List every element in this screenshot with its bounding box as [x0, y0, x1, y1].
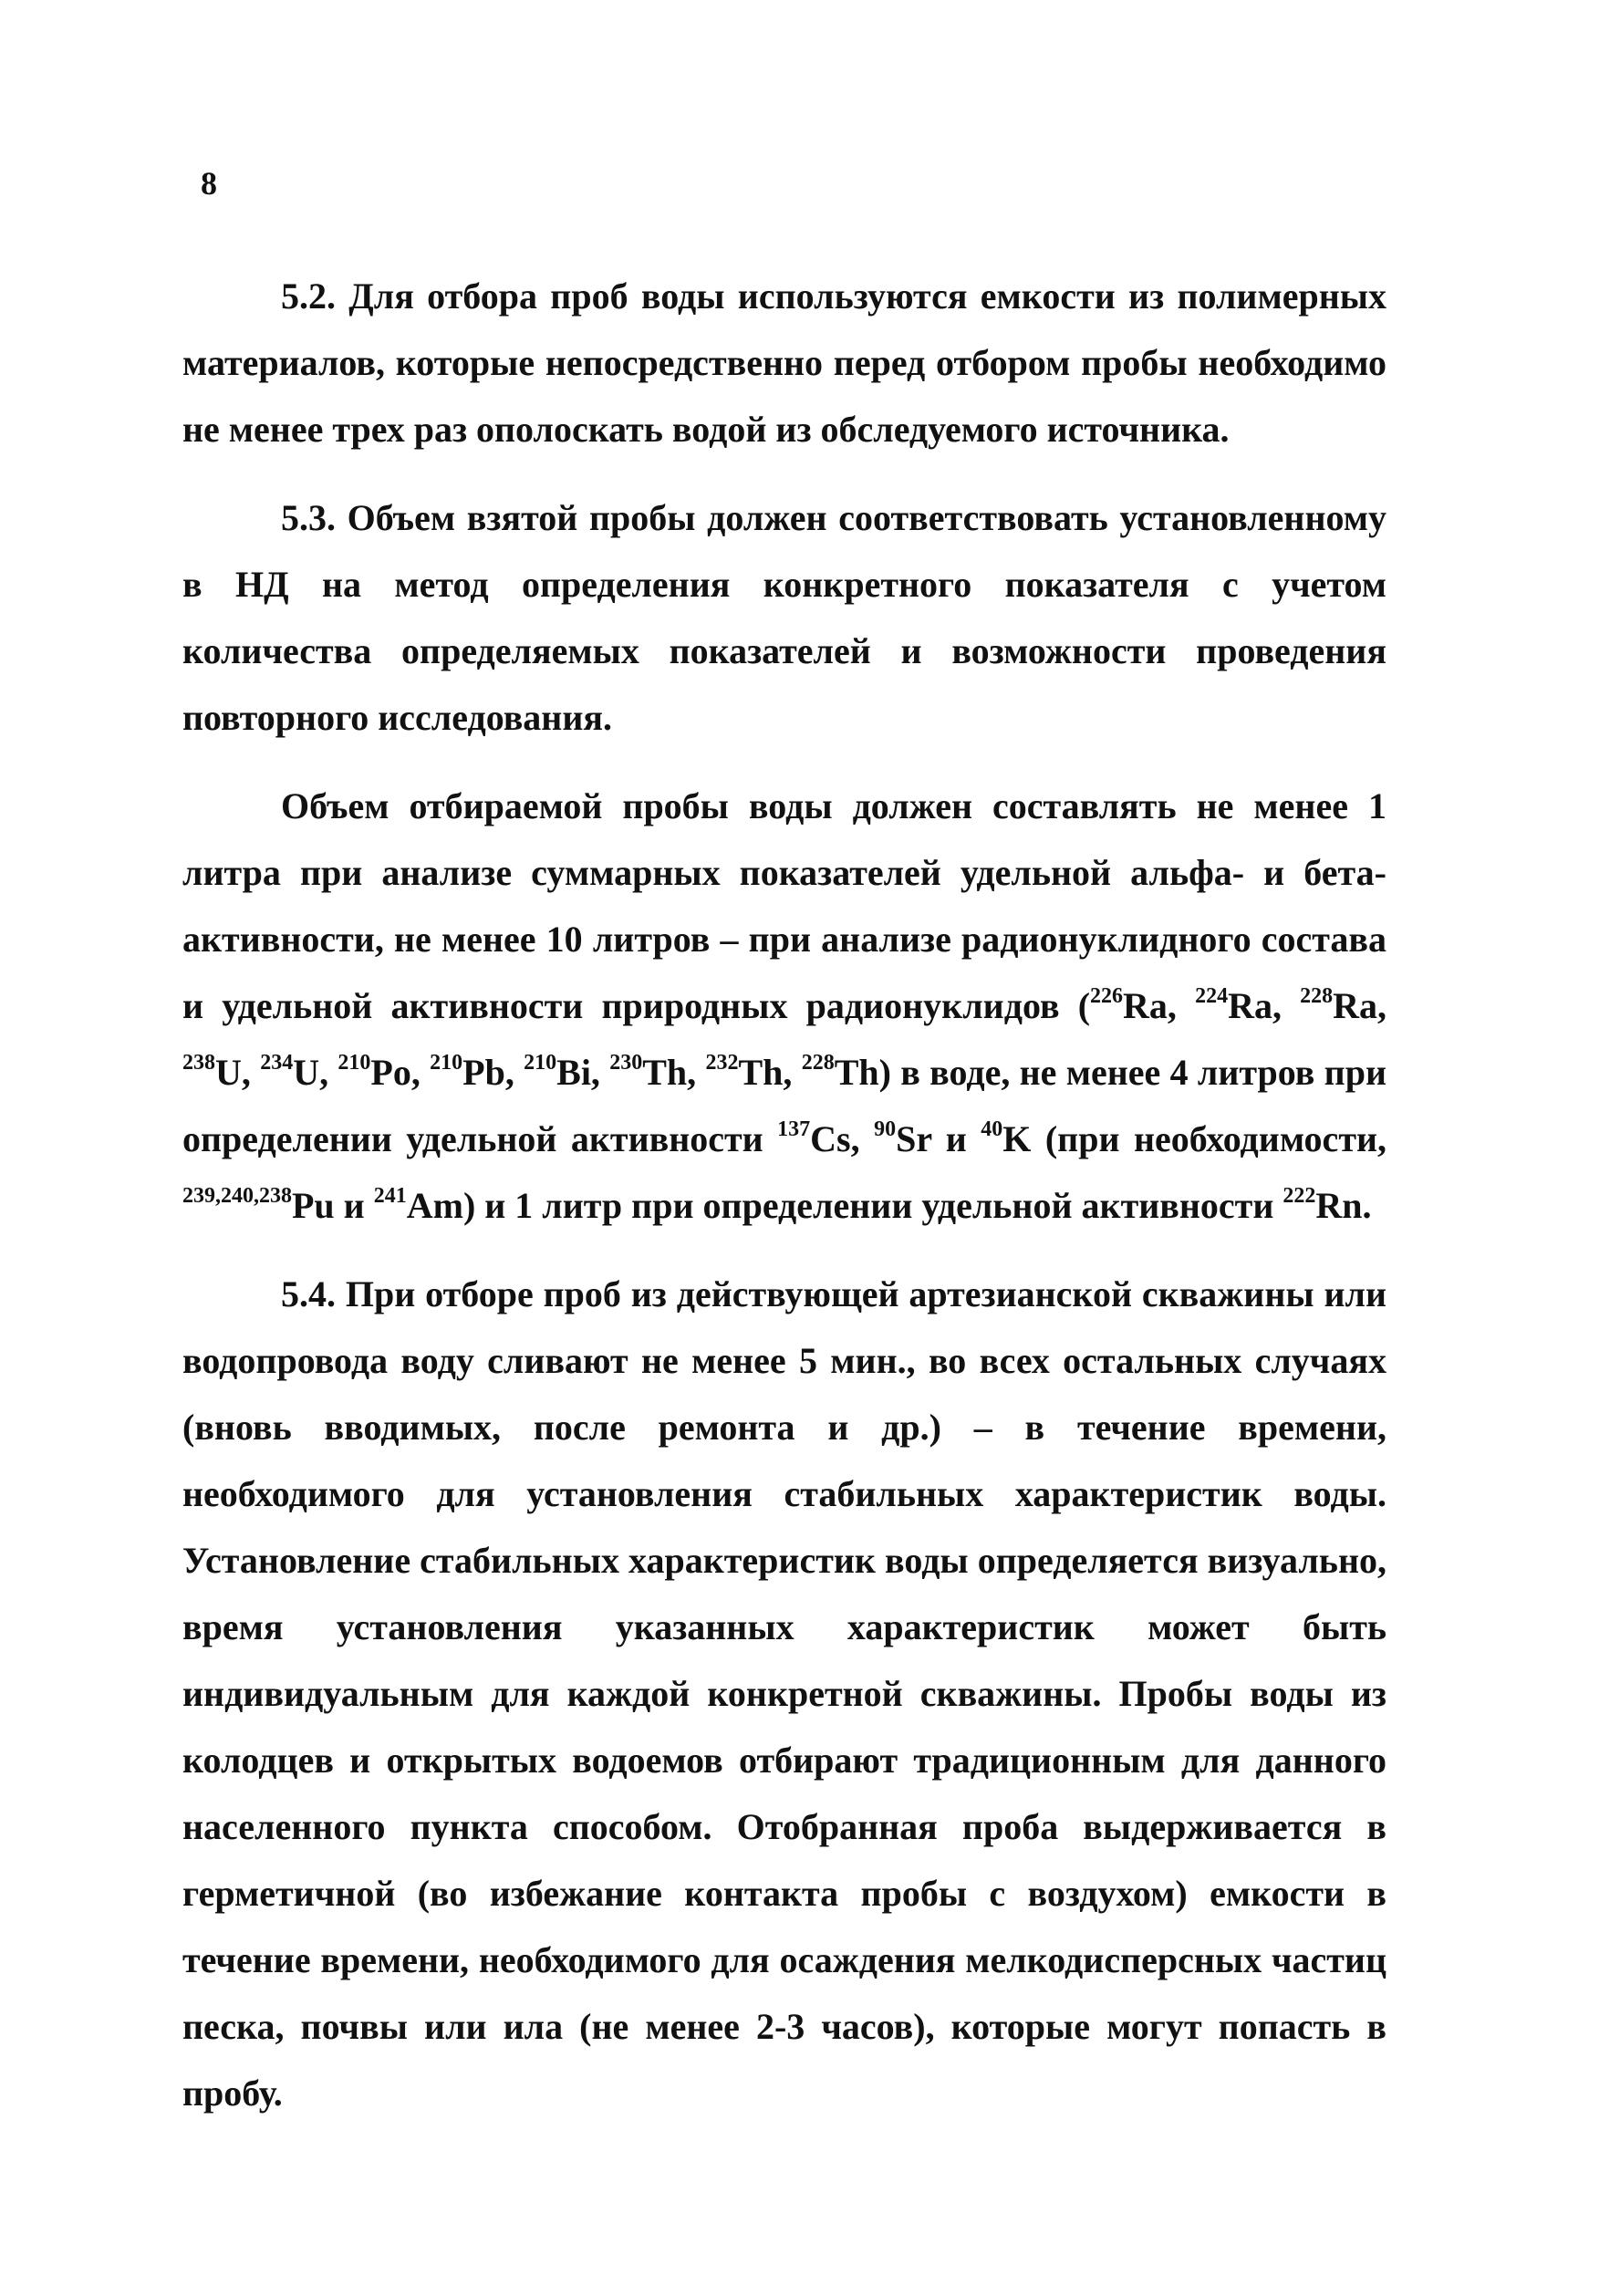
isotope-mass-number: 226 [1090, 984, 1124, 1009]
text-run: Th, [738, 1052, 802, 1093]
isotope-mass-number: 239,240,238 [182, 1184, 292, 1209]
isotope-mass-number: 228 [1300, 984, 1334, 1009]
isotope-mass-number: 210 [430, 1051, 463, 1075]
text-run: U, [215, 1052, 261, 1093]
isotope-mass-number: 210 [524, 1051, 557, 1075]
text-run: Po, [370, 1052, 431, 1093]
text-run: Sr и [896, 1118, 981, 1159]
text-run: Ra, [1228, 985, 1301, 1026]
page-number: 8 [201, 165, 217, 202]
isotope-mass-number: 228 [801, 1051, 835, 1075]
text-run: Pb, [462, 1052, 524, 1093]
paragraph-sample-volume [182, 773, 1386, 1239]
document-body [182, 263, 1386, 2126]
isotope-mass-number: 137 [777, 1117, 811, 1142]
isotope-mass-number: 90 [874, 1117, 897, 1142]
text-run: Объем отбираемой пробы воды должен составлять не менее 1 литра при анализе суммарных показателей удельной альфа- и бета-активности, не менее 10 литров – при анализе радионуклидного состава и удельной активности природных радионуклидов ( [182, 785, 1386, 1026]
isotope-mass-number: 232 [705, 1051, 739, 1075]
isotope-mass-number: 224 [1195, 984, 1229, 1009]
paragraph-5-4: 5.4. При отборе проб из действующей артезианской скважины или водопровода воду сливают не менее 5 мин., во всех остальных случаях (вновь вводимых, после ремонта и др.) – в течение времени, необходимого для установления стабильных характеристик воды. Установление стабильных характеристик воды определяется визуально, время установления указанных характеристик может быть индивидуальным для каждой конкретной скважины. Пробы воды из колодцев и открытых водоемов отбирают традиционным для данного населенного пункта способом. Отобранная проба выдерживается в герметичной (во избежание контакта пробы с воздухом) емкости в течение времени, необходимого для осаждения мелкодисперсных частиц песка, почвы или ила (не менее 2-3 часов), которые могут попасть в пробу. [182, 1273, 1386, 2114]
isotope-mass-number: 210 [338, 1051, 371, 1075]
isotope-mass-number: 222 [1282, 1184, 1316, 1209]
text-run: Cs, [810, 1118, 875, 1159]
isotope-mass-number: 234 [260, 1051, 294, 1075]
paragraph-5-3: 5.3. Объем взятой пробы должен соответствовать установленному в НД на метод определения конкретного показателя с учетом количества определяемых показателей и возможности проведения повторного исследования. [182, 497, 1386, 738]
isotope-mass-number: 40 [981, 1117, 1003, 1142]
text-run: Rn. [1315, 1185, 1372, 1226]
text-run: Pu и [292, 1185, 374, 1226]
text-run: Th, [642, 1052, 706, 1093]
text-run: K (при необходимости, [1002, 1118, 1387, 1159]
paragraph-5-2: 5.2. Для отбора проб воды используются емкости из полимерных материалов, которые непосредственно перед отбором пробы необходимо не менее трех раз ополоскать водой из обследуемого источника. [182, 275, 1386, 450]
text-run: U, [293, 1052, 338, 1093]
isotope-mass-number: 230 [609, 1051, 643, 1075]
isotope-mass-number: 238 [182, 1051, 215, 1075]
text-run: Am) и 1 литр при определении удельной активности [406, 1185, 1283, 1226]
text-run: Ra, [1333, 985, 1387, 1026]
text-run: Ra, [1123, 985, 1196, 1026]
text-run: Bi, [556, 1052, 610, 1093]
text-run: Th) в воде, не менее 4 литров при определении удельной активности [182, 1052, 1387, 1159]
isotope-mass-number: 241 [373, 1184, 407, 1209]
